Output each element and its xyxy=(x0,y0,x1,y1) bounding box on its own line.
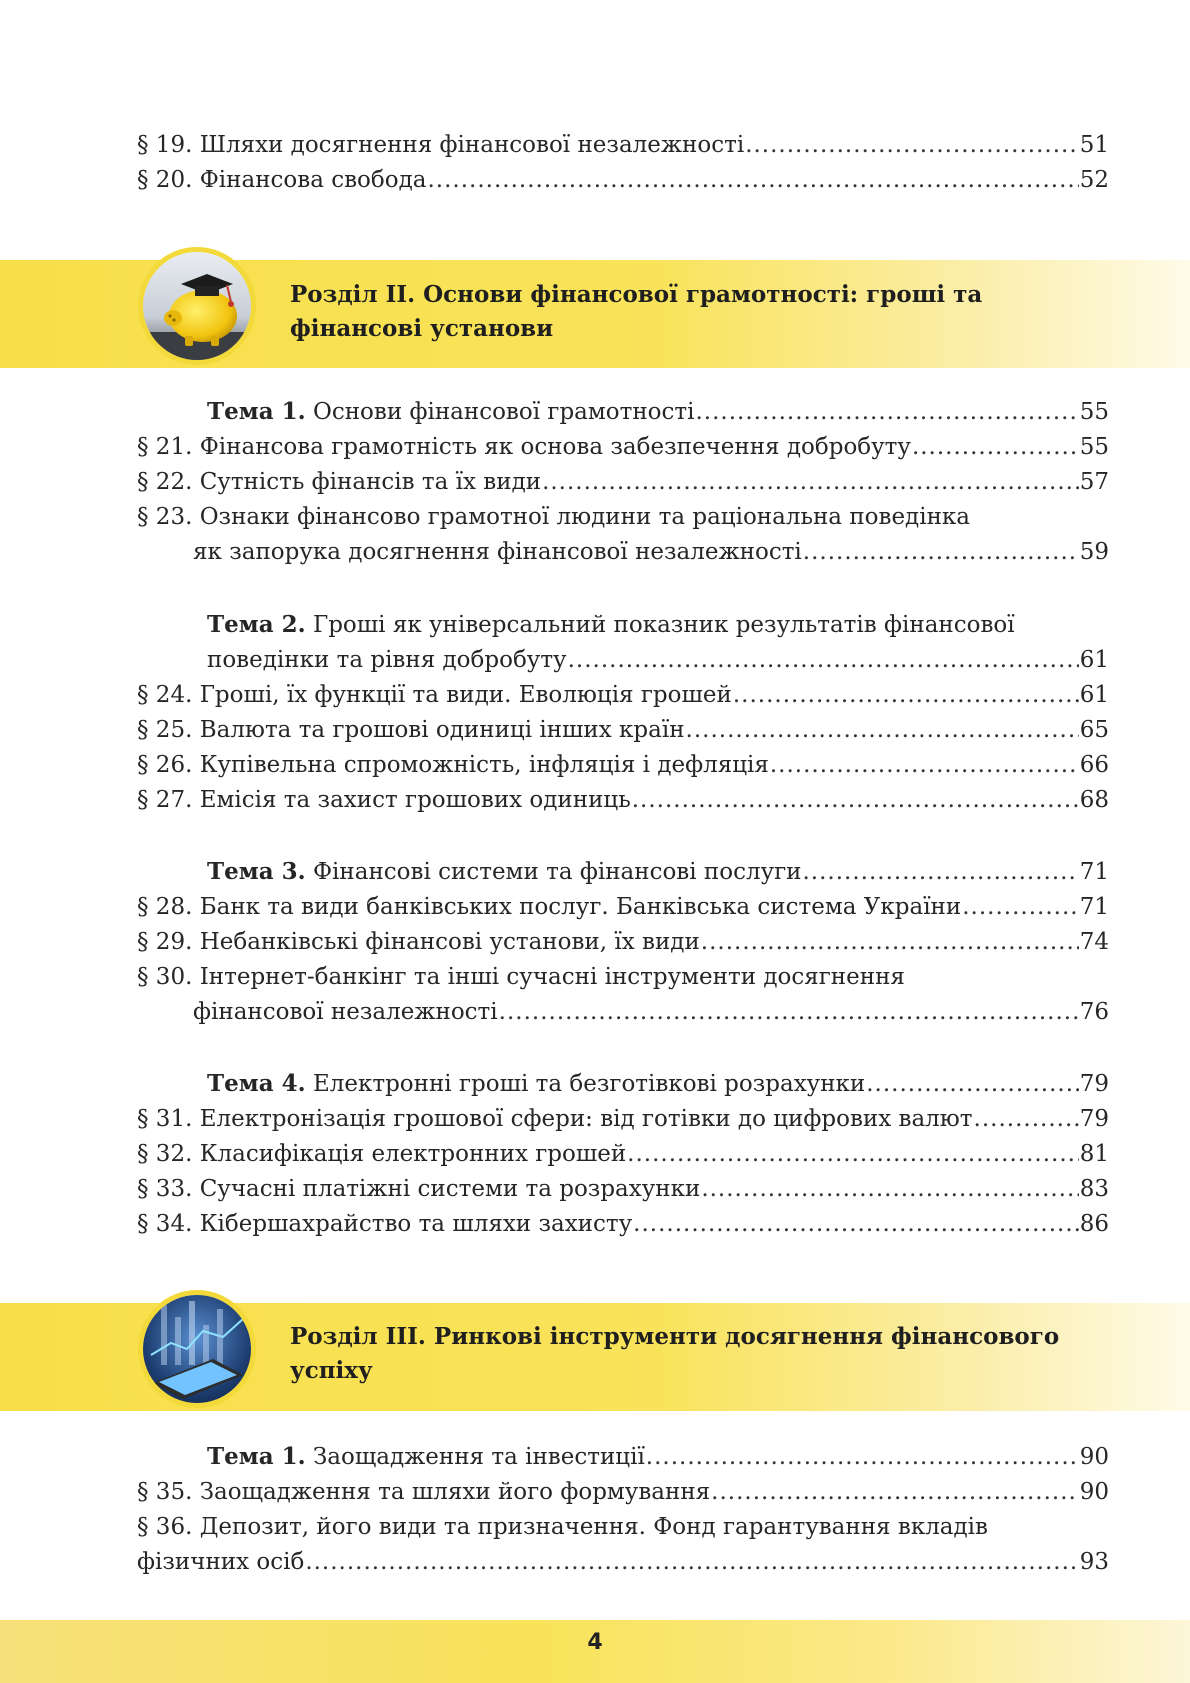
toc-entry-label: § 35. Заощадження та шляхи його формування xyxy=(137,1479,711,1505)
toc-entry-label: § 34. Кібершахрайство та шляхи захисту xyxy=(137,1211,633,1237)
toc-page-number: 52 xyxy=(1079,167,1109,193)
toc-page-number: 57 xyxy=(1079,469,1109,495)
toc-entry-label: § 19. Шляхи досягнення фінансової незалежності xyxy=(137,132,745,158)
topic-label: Тема 1. xyxy=(207,1443,306,1470)
topic-title: Гроші як універсальний показник результатів фінансової xyxy=(305,612,1015,638)
toc-page-number: 61 xyxy=(1079,647,1109,673)
toc-entry-label: § 32. Класифікація електронних грошей xyxy=(137,1141,627,1167)
toc-entry-33[interactable] xyxy=(137,1172,1109,1206)
toc-page-number: 59 xyxy=(1079,539,1109,565)
toc-topic-2-4[interactable] xyxy=(207,1067,1109,1101)
toc-page-number: 81 xyxy=(1079,1141,1109,1167)
toc-entry-label: § 20. Фінансова свобода xyxy=(137,167,427,193)
toc-entry-29[interactable] xyxy=(137,925,1109,959)
section-2-title-line-1: Розділ ІІ. Основи фінансової грамотності: гроші та xyxy=(290,281,983,308)
toc-entry-22[interactable] xyxy=(137,465,1109,499)
dot-leader xyxy=(499,995,1079,1029)
topic-title: Електронні гроші та безготівкові розрахунки xyxy=(305,1071,866,1097)
toc-entry-23[interactable] xyxy=(193,535,1109,569)
toc-entry-label: фізичних осіб xyxy=(137,1549,305,1575)
toc-entry-28[interactable] xyxy=(137,890,1109,924)
toc-page-number: 55 xyxy=(1079,434,1109,460)
toc-entry-30-line-1[interactable]: § 30. Інтернет-банкінг та інші сучасні інструменти досягнення xyxy=(137,964,905,990)
section-2-title-line-2: фінансові установи xyxy=(290,315,554,342)
dot-leader xyxy=(427,163,1078,197)
dot-leader xyxy=(633,1207,1079,1241)
toc-entry-label: § 29. Небанківські фінансові установи, їх види xyxy=(137,929,700,955)
section-3-image xyxy=(138,1290,256,1408)
toc-entry-label: § 21. Фінансова грамотність як основа забезпечення добробуту xyxy=(137,434,911,460)
dot-leader xyxy=(866,1067,1078,1101)
toc-entry-label: як запорука досягнення фінансової незалежності xyxy=(193,539,802,565)
toc-page-number: 90 xyxy=(1079,1479,1109,1505)
toc-page-number: 93 xyxy=(1079,1549,1109,1575)
topic-label: Тема 3. xyxy=(207,858,306,885)
toc-page-number: 55 xyxy=(1079,399,1109,425)
toc-entry-label: § 25. Валюта та грошові одиниці інших країн xyxy=(137,717,685,743)
toc-page-number: 83 xyxy=(1079,1176,1109,1202)
dot-leader xyxy=(627,1137,1079,1171)
dot-leader xyxy=(701,1172,1078,1206)
dot-leader xyxy=(568,643,1079,677)
dot-leader xyxy=(745,128,1079,162)
toc-entry-21[interactable] xyxy=(137,430,1109,464)
toc-entry-34[interactable] xyxy=(137,1207,1109,1241)
toc-entry-23-line-1[interactable]: § 23. Ознаки фінансово грамотної людини та раціональна поведінка xyxy=(137,504,970,530)
toc-entry-30[interactable] xyxy=(193,995,1109,1029)
toc-page-number: 79 xyxy=(1079,1071,1109,1097)
dot-leader xyxy=(542,465,1079,499)
toc-page-number: 76 xyxy=(1079,999,1109,1025)
page-number: 4 xyxy=(587,1630,603,1655)
piggy-bank-graduation-cap-icon xyxy=(143,252,251,360)
dot-leader xyxy=(912,430,1079,464)
dot-leader xyxy=(770,748,1079,782)
section-3-title-line-2: успіху xyxy=(290,1357,373,1384)
toc-topic-2-2-line-1[interactable] xyxy=(207,608,1015,642)
toc-entry-label: § 24. Гроші, їх функції та види. Еволюція грошей xyxy=(137,682,732,708)
toc-page-number: 79 xyxy=(1079,1106,1109,1132)
toc-page-number: 86 xyxy=(1079,1211,1109,1237)
dot-leader xyxy=(646,1440,1079,1474)
toc-page-number: 71 xyxy=(1079,894,1109,920)
dot-leader xyxy=(305,1545,1078,1579)
toc-page-number: 51 xyxy=(1079,132,1109,158)
tablet-financial-chart-icon xyxy=(143,1295,251,1403)
toc-page-number: 68 xyxy=(1079,787,1109,813)
toc-entry-20[interactable] xyxy=(137,163,1109,197)
toc-entry-label: § 28. Банк та види банківських послуг. Банківська система України xyxy=(137,894,962,920)
toc-entry-35[interactable] xyxy=(137,1475,1109,1509)
topic-label: Тема 1. xyxy=(207,398,306,425)
dot-leader xyxy=(733,678,1079,712)
topic-label: Тема 4. xyxy=(207,1070,306,1097)
toc-page-number: 65 xyxy=(1079,717,1109,743)
dot-leader xyxy=(695,395,1078,429)
toc-entry-25[interactable] xyxy=(137,713,1109,747)
dot-leader xyxy=(632,783,1079,817)
toc-entry-36-line-1[interactable]: § 36. Депозит, його види та призначення. Фонд гарантування вкладів xyxy=(137,1514,988,1540)
toc-page-number: 66 xyxy=(1079,752,1109,778)
topic-label: Тема 2. xyxy=(207,611,306,638)
toc-entry-label: § 33. Сучасні платіжні системи та розрахунки xyxy=(137,1176,701,1202)
toc-page-number: 61 xyxy=(1079,682,1109,708)
topic-title: Основи фінансової грамотності xyxy=(305,399,695,425)
dot-leader xyxy=(962,890,1079,924)
section-3-title-line-1: Розділ ІІІ. Ринкові інструменти досягнення фінансового xyxy=(290,1323,1060,1350)
toc-entry-27[interactable] xyxy=(137,783,1109,817)
toc-page-number: 90 xyxy=(1079,1444,1109,1470)
toc-entry-32[interactable] xyxy=(137,1137,1109,1171)
toc-entry-label: фінансової незалежності xyxy=(193,999,498,1025)
toc-entry-label: поведінки та рівня добробуту xyxy=(207,647,567,673)
toc-page-number: 74 xyxy=(1079,929,1109,955)
dot-leader xyxy=(803,535,1079,569)
topic-title: Заощадження та інвестиції xyxy=(305,1444,645,1470)
toc-entry-31[interactable] xyxy=(137,1102,1109,1136)
toc-entry-label: § 26. Купівельна спроможність, інфляція і дефляція xyxy=(137,752,769,778)
toc-topic-2-2[interactable] xyxy=(207,643,1109,677)
toc-topic-2-1[interactable] xyxy=(207,395,1109,429)
toc-entry-24[interactable] xyxy=(137,678,1109,712)
dot-leader xyxy=(686,713,1079,747)
dot-leader xyxy=(803,855,1079,889)
toc-topic-3-1[interactable] xyxy=(207,1440,1109,1474)
dot-leader xyxy=(711,1475,1079,1509)
toc-entry-label: § 31. Електронізація грошової сфери: від готівки до цифрових валют xyxy=(137,1106,973,1132)
topic-title: Фінансові системи та фінансові послуги xyxy=(305,859,802,885)
toc-entry-19[interactable] xyxy=(137,128,1109,162)
toc-topic-2-3[interactable] xyxy=(207,855,1109,889)
toc-entry-36[interactable] xyxy=(137,1545,1109,1579)
toc-entry-26[interactable] xyxy=(137,748,1109,782)
toc-page-number: 71 xyxy=(1079,859,1109,885)
toc-entry-label: § 22. Сутність фінансів та їх види xyxy=(137,469,542,495)
toc-entry-label: § 27. Емісія та захист грошових одиниць xyxy=(137,787,631,813)
dot-leader xyxy=(974,1102,1079,1136)
section-2-image xyxy=(138,247,256,365)
dot-leader xyxy=(701,925,1079,959)
